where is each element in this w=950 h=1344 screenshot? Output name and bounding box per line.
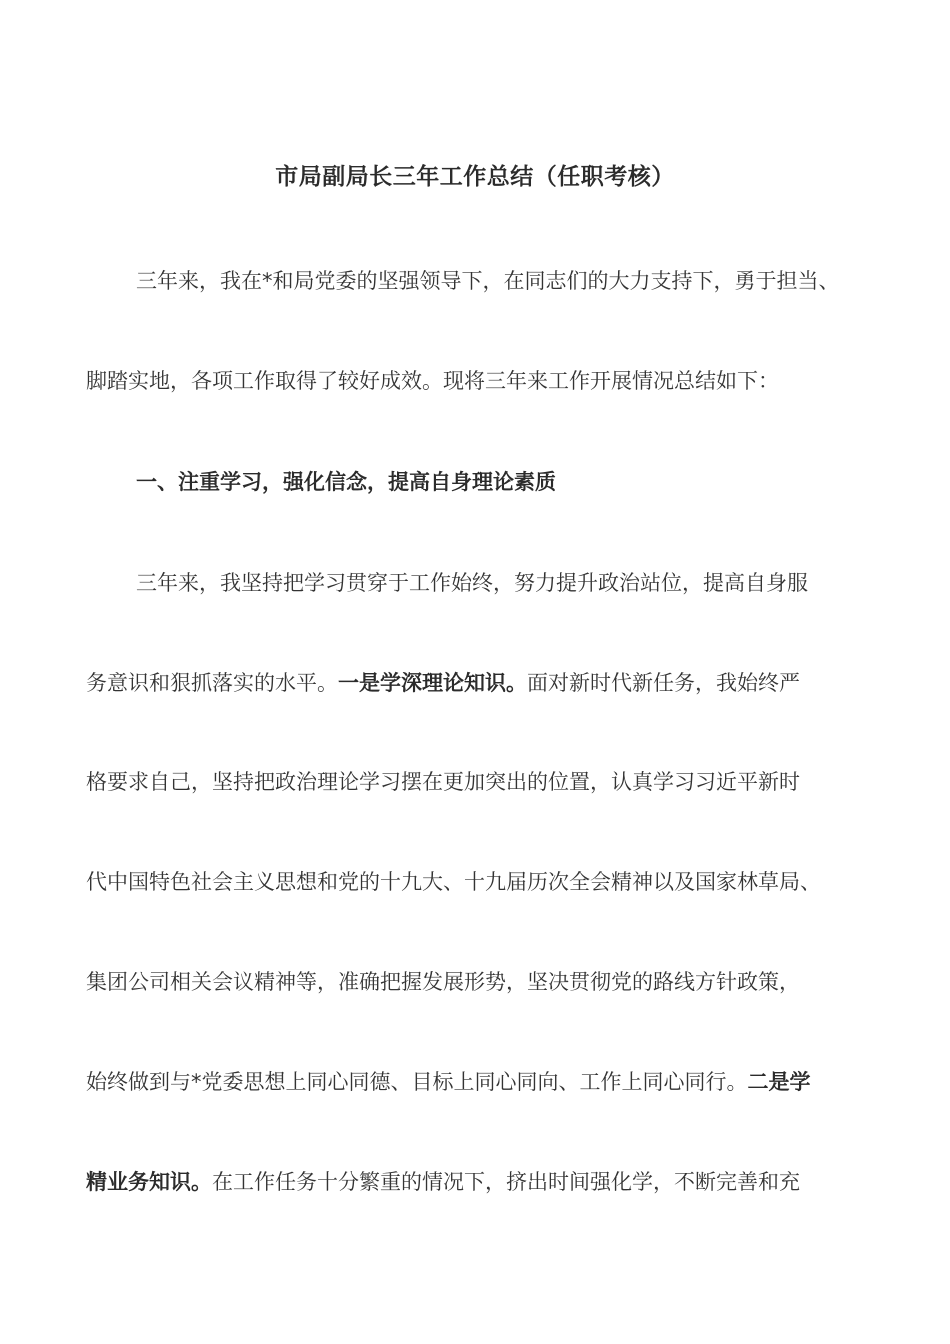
section-1-line-7-text: 在工作任务十分繁重的情况下，挤出时间强化学，不断完善和充 bbox=[212, 1170, 800, 1194]
section-1-point-2-label-start: 二是学 bbox=[747, 1070, 811, 1094]
section-1-line-7 bbox=[86, 1167, 800, 1197]
section-1-line-3: 格要求自己，坚持把政治理论学习摆在更加突出的位置，认真学习习近平新时 bbox=[86, 770, 800, 794]
section-1-point-2-label-end: 精业务知识。 bbox=[86, 1170, 212, 1194]
section-1-line-2-text-a: 务意识和狠抓落实的水平。 bbox=[86, 671, 338, 695]
section-1-heading: 一、注重学习，强化信念，提高自身理论素质 bbox=[136, 470, 556, 494]
section-1-line-6-text: 始终做到与*党委思想上同心同德、目标上同心同向、工作上同心同行。 bbox=[86, 1070, 748, 1094]
document-title: 市局副局长三年工作总结（任职考核） bbox=[275, 164, 675, 190]
section-1-line-4: 代中国特色社会主义思想和党的十九大、十九届历次全会精神以及国家林草局、 bbox=[86, 870, 821, 894]
section-1-line-2 bbox=[86, 668, 800, 698]
section-1-line-2-text-b: 面对新时代新任务，我始终严 bbox=[527, 671, 800, 695]
section-1-line-6 bbox=[86, 1067, 811, 1097]
section-1-line-1: 三年来，我坚持把学习贯穿于工作始终，努力提升政治站位，提高自身服 bbox=[136, 571, 808, 595]
intro-line-2: 脚踏实地，各项工作取得了较好成效。现将三年来工作开展情况总结如下： bbox=[86, 369, 779, 393]
intro-line-1: 三年来，我在*和局党委的坚强领导下，在同志们的大力支持下，勇于担当、 bbox=[136, 269, 840, 293]
section-1-point-1-label: 一是学深理论知识。 bbox=[338, 671, 527, 695]
section-1-line-5: 集团公司相关会议精神等，准确把握发展形势，坚决贯彻党的路线方针政策， bbox=[86, 970, 800, 994]
